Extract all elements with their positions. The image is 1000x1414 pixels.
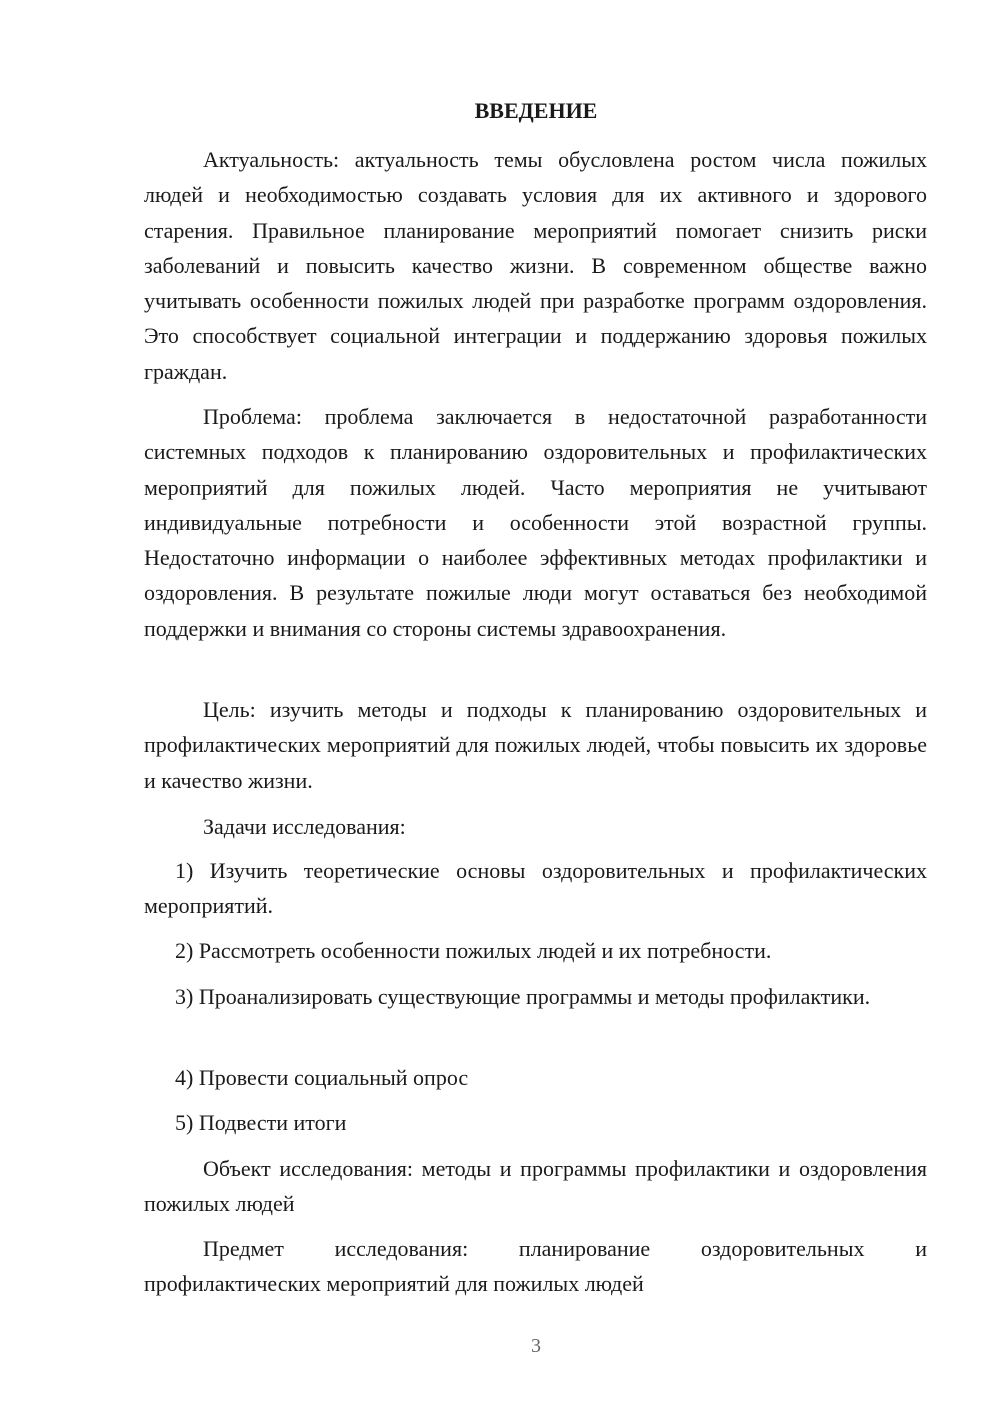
page-number: 3 — [531, 1335, 541, 1357]
task-item-3: 3) Проанализировать существующие программы и методы профилактики. — [175, 984, 871, 1009]
task-item-5: 5) Подвести итоги — [175, 1110, 347, 1135]
research-subject-paragraph: Предмет исследования: планирование оздоровительных и профилактических мероприятий для пожилых людей — [144, 1236, 927, 1297]
page-heading: ВВЕДЕНИЕ — [474, 98, 598, 123]
research-object-paragraph: Объект исследования: методы и программы профилактики и оздоровления пожилых людей — [144, 1156, 927, 1217]
relevance-paragraph: Актуальность: актуальность темы обусловлена ростом числа пожилых людей и необходимостью создавать условия для их активного и здорового старения. Правильное планирование мероприятий помогает снизить риски заболеваний и повысить качество жизни. В современном обществе важно учитывать особенности пожилых людей при разработке программ оздоровления. Это способствует социальной интеграции и поддержанию здоровья пожилых граждан. — [144, 147, 927, 384]
goal-paragraph: Цель: изучить методы и подходы к планированию оздоровительных и профилактических мероприятий для пожилых людей, чтобы повысить их здоровье и качество жизни. — [144, 697, 927, 793]
task-item-4: 4) Провести социальный опрос — [175, 1065, 469, 1090]
task-item-1: 1) Изучить теоретические основы оздоровительных и профилактических мероприятий. — [144, 858, 927, 919]
problem-paragraph: Проблема: проблема заключается в недостаточной разработанности системных подходов к планированию оздоровительных и профилактических мероприятий для пожилых людей. Часто мероприятия не учитывают индивидуальные потребности и особенности этой возрастной группы. Недостаточно информации о наиболее эффективных методах профилактики и оздоровления. В результате пожилые люди могут оставаться без необходимой поддержки и внимания со стороны системы здравоохранения. — [144, 404, 927, 641]
tasks-heading: Задачи исследования: — [203, 814, 406, 839]
task-item-2: 2) Рассмотреть особенности пожилых людей и их потребности. — [175, 938, 772, 963]
